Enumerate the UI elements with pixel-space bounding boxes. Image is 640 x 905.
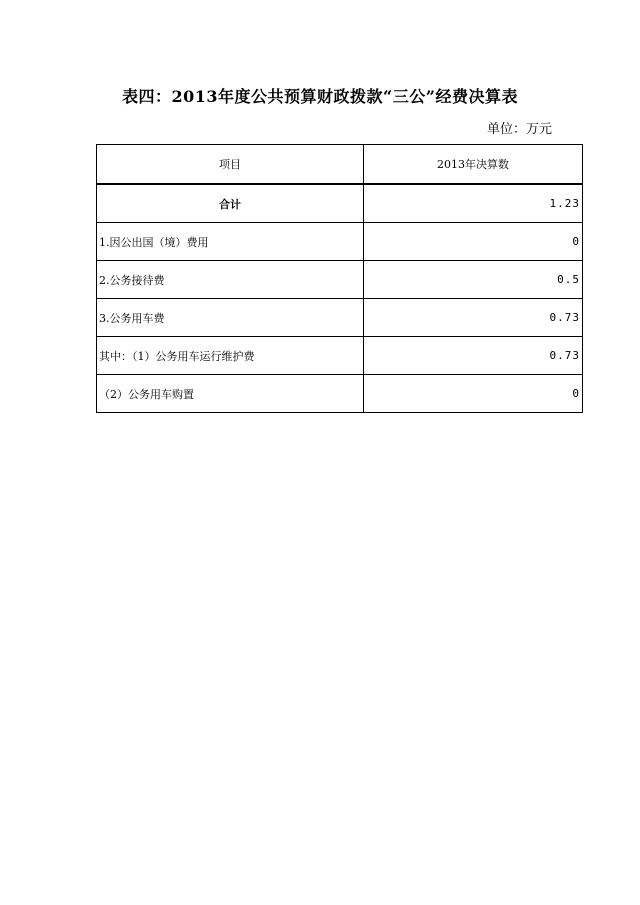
header-item: 项目 — [97, 145, 364, 185]
page-title: 表四：2013年度公共预算财政拨款“三公”经费决算表 — [122, 87, 518, 106]
row-value: 0.73 — [364, 337, 583, 375]
row-label: （2）公务用车购置 — [97, 375, 364, 413]
table-row — [97, 223, 583, 261]
table-row — [97, 337, 583, 375]
row-label: 3.公务用车费 — [97, 299, 364, 337]
row-value: 1.23 — [364, 184, 583, 223]
row-value: 0.73 — [364, 299, 583, 337]
table-row — [97, 375, 583, 413]
row-value: 0 — [364, 223, 583, 261]
row-value: 0.5 — [364, 261, 583, 299]
header-value: 2013年决算数 — [364, 145, 583, 185]
table-row-total — [97, 184, 583, 223]
row-label: 1.因公出国（境）费用 — [97, 223, 364, 261]
table-header-row — [97, 145, 583, 185]
budget-table — [96, 144, 583, 413]
row-label: 2.公务接待费 — [97, 261, 364, 299]
table-row — [97, 299, 583, 337]
table-row — [97, 261, 583, 299]
row-label: 其中：（1）公务用车运行维护费 — [97, 337, 364, 375]
unit-label: 单位：万元 — [486, 122, 552, 137]
row-label: 合计 — [97, 184, 364, 223]
row-value: 0 — [364, 375, 583, 413]
